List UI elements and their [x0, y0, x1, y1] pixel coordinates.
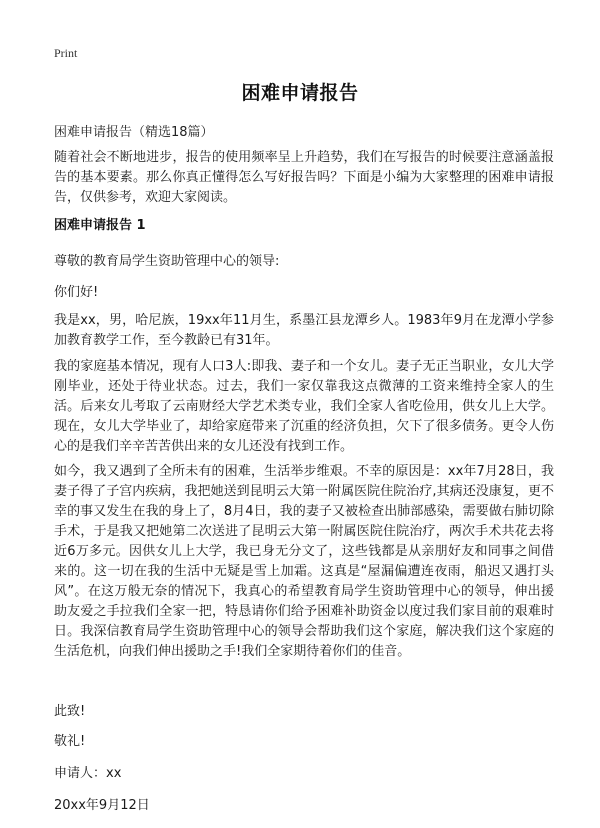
intro-paragraph: 随着社会不断地进步，报告的使用频率呈上升趋势，我们在写报告的时候要注意涵盖报告的基本要素。那么你真正懂得怎么写好报告吗？下面是小编为大家整理的困难申请报告，仅供参考，欢迎大家阅读。 — [54, 150, 554, 205]
body-paragraph-1: 我是xx，男，哈尼族，19xx年11月生，系墨江县龙潭乡人。1983年9月在龙潭小学参加教育教学工作，至今教龄已有31年。 — [54, 313, 554, 348]
print-label[interactable]: Print — [54, 46, 78, 60]
section-heading: 困难申请报告 1 — [54, 218, 146, 233]
applicant-signature: 申请人：xx — [54, 766, 122, 781]
closing-line-1: 此致! — [54, 704, 86, 719]
greeting: 你们好! — [54, 285, 99, 300]
page-title: 困难申请报告 — [241, 82, 359, 104]
salutation: 尊敬的教育局学生资助管理中心的领导: — [54, 254, 280, 269]
body-paragraph-3: 如今，我又遇到了全所未有的困难，生活举步维艰。不幸的原因是：xx年7月28日，我妻子得了子宫内疾病，我把她送到昆明云大第一附属医院住院治疗,其病还没康复，更不幸的事又发生在我的身上了，8月4日，我的妻子又被检查出肺部感染，需要做右肺切除手术，于是我又把她第二次送进了昆明云大第一附属医院住院治疗，两次手术共花去将近6万多元。因供女儿上大学，我已身无分文了，这些钱都是从亲朋好友和同事之间借来的。这一切在我的生活中无疑是雪上加霜。这真是“屋漏偏遭连夜雨，船迟又遇打头风”。在这万般无奈的情况下，我真心的希望教育局学生资助管理中心的领导，伸出援助友爱之手拉我们全家一把，特恳请你们给予困难补助资金以度过我们家目前的艰难时日。我深信教育局学生资助管理中心的领导会帮助我们这个家庭，解决我们这个家庭的生活危机，向我们伸出援助之手!我们全家期待着你们的佳音。 — [54, 464, 554, 659]
document-date: 20xx年9月12日 — [54, 798, 150, 813]
closing-line-2: 敬礼! — [54, 734, 86, 749]
subtitle: 困难申请报告（精选18篇） — [54, 125, 214, 140]
body-paragraph-2: 我的家庭基本情况，现有人口3人:即我、妻子和一个女儿。妻子无正当职业，女儿大学刚毕业，还处于待业状态。过去，我们一家仅靠我这点微薄的工资来维持全家人的生活。后来女儿考取了云南财经大学艺术类专业，我们全家人省吃俭用，供女儿上大学。现在，女儿大学毕业了，却给家庭带来了沉重的经济负担，欠下了很多债务。更令人伤心的是我们辛辛苦苦供出来的女儿还没有找到工作。 — [54, 359, 554, 454]
